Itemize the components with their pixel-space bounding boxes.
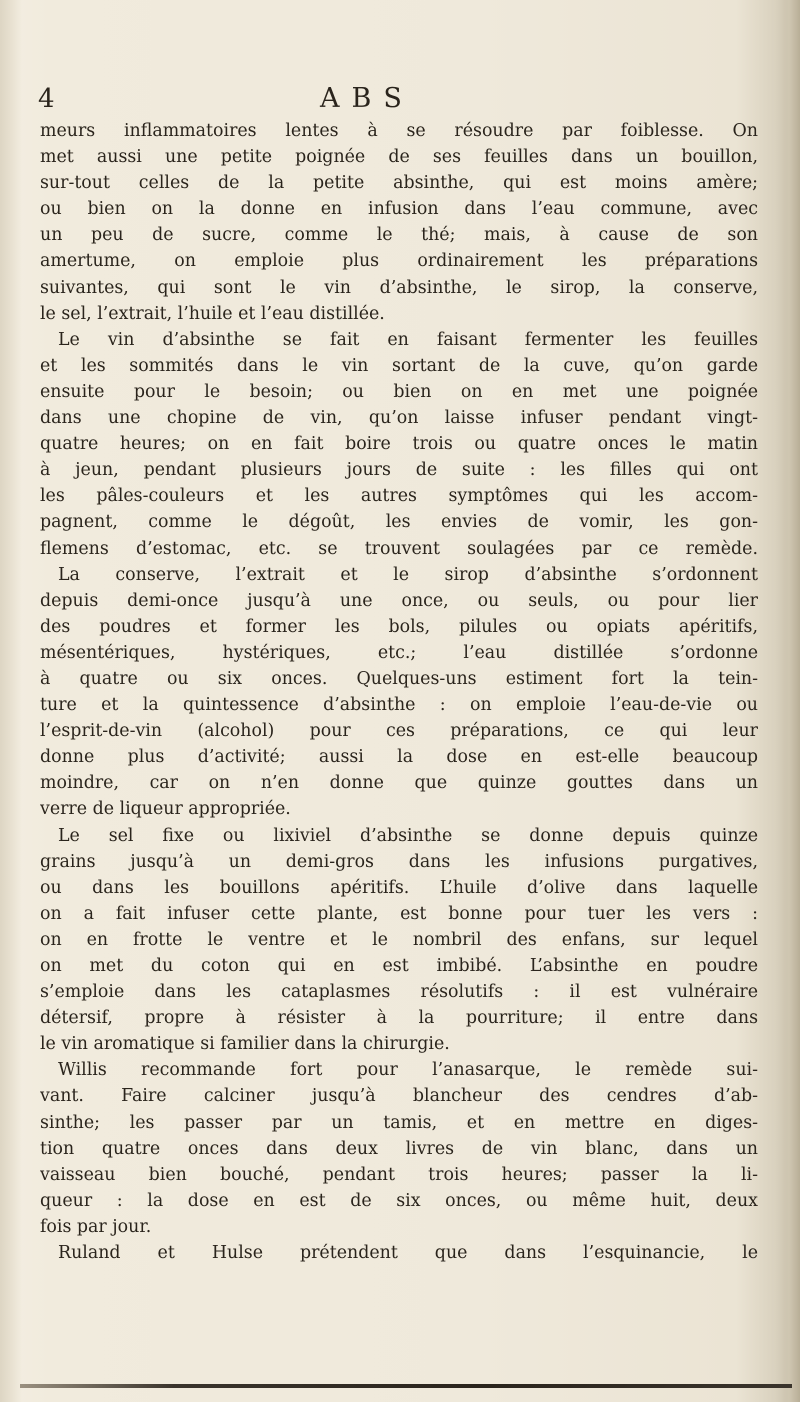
text-line: on en frotte le ventre et le nombril des enfans, sur lequel	[40, 929, 758, 950]
paragraph-first-line: Ruland et Hulse prétendent que dans l’esquinancie, le	[58, 1243, 758, 1264]
text-line: à jeun, pendant plusieurs jours de suite : les filles qui ont	[40, 460, 758, 481]
bottom-edge-rule	[20, 1384, 792, 1388]
text-line: les pâles-couleurs et les autres symptômes qui les accom-	[40, 486, 758, 507]
text-line: on met du coton qui en est imbibé. L’absinthe en poudre	[40, 956, 758, 976]
text-line: suivantes, qui sont le vin d’absinthe, le sirop, la conserve,	[40, 277, 758, 298]
text-line: ture et la quintessence d’absinthe : on emploie l’eau-de-vie ou	[40, 695, 758, 716]
page-edge	[782, 0, 800, 1402]
text-line: grains jusqu’à un demi-gros dans les infusions purgatives,	[40, 851, 758, 872]
text-line: ou dans les bouillons apéritifs. L’huile d’olive dans laquelle	[40, 877, 758, 898]
text-line: à quatre ou six onces. Quelques-uns estiment fort la tein-	[40, 668, 758, 689]
running-head: ABS	[320, 83, 414, 114]
paragraph-first-line: Willis recommande fort pour l’anasarque, le remède sui-	[58, 1060, 758, 1081]
text-line: le vin aromatique si familier dans la chirurgie.	[40, 1034, 450, 1055]
text-line: vaisseau bien bouché, pendant trois heures; passer la li-	[40, 1164, 758, 1185]
text-line: un peu de sucre, comme le thé; mais, à cause de son	[40, 225, 758, 246]
paragraph-first-line: Le vin d’absinthe se fait en faisant fermenter les feuilles	[58, 329, 758, 350]
text-line: meurs inflammatoires lentes à se résoudre par foiblesse. On	[40, 121, 758, 141]
text-line: pagnent, comme le dégoût, les envies de vomir, les gon-	[40, 512, 758, 533]
text-line: on a fait infuser cette plante, est bonne pour tuer les vers :	[40, 903, 758, 924]
text-line: tion quatre onces dans deux livres de vin blanc, dans un	[40, 1138, 758, 1159]
text-line: donne plus d’activité; aussi la dose en est-elle beaucoup	[40, 747, 758, 768]
text-line: amertume, on emploie plus ordinairement les préparations	[40, 251, 758, 272]
text-line: sur-tout celles de la petite absinthe, qui est moins amère;	[40, 173, 758, 194]
text-line: l’esprit-de-vin (alcohol) pour ces préparations, ce qui leur	[40, 721, 758, 742]
page-header	[38, 82, 758, 116]
text-line: et les sommités dans le vin sortant de la cuve, qu’on garde	[40, 355, 758, 376]
page-number: 4	[38, 84, 55, 114]
text-line: quatre heures; on en fait boire trois ou quatre onces le matin	[40, 434, 758, 455]
text-line: des poudres et former les bols, pilules ou opiats apéritifs,	[40, 616, 758, 637]
text-line: le sel, l’extrait, l’huile et l’eau distillée.	[40, 303, 385, 324]
body-text	[40, 118, 758, 1266]
binding-shadow	[0, 0, 22, 1402]
text-line: détersif, propre à résister à la pourriture; il entre dans	[40, 1008, 758, 1029]
text-line: met aussi une petite poignée de ses feuilles dans un bouillon,	[40, 147, 758, 168]
text-line: mésentériques, hystériques, etc.; l’eau distillée s’ordonne	[40, 642, 758, 663]
text-line: ou bien on la donne en infusion dans l’eau commune, avec	[40, 199, 758, 220]
text-line: dans une chopine de vin, qu’on laisse infuser pendant vingt-	[40, 408, 758, 429]
text-line: ensuite pour le besoin; ou bien on en met une poignée	[40, 381, 758, 402]
text-line: sinthe; les passer par un tamis, et en mettre en diges-	[40, 1112, 758, 1133]
text-line: fois par jour.	[40, 1216, 152, 1237]
text-line: s’emploie dans les cataplasmes résolutifs : il est vulnéraire	[40, 982, 758, 1003]
text-line: vant. Faire calciner jusqu’à blancheur des cendres d’ab-	[40, 1086, 758, 1107]
paragraph-first-line: La conserve, l’extrait et le sirop d’absinthe s’ordonnent	[58, 564, 758, 585]
text-line: flemens d’estomac, etc. se trouvent soulagées par ce remède.	[40, 538, 758, 559]
text-line: depuis demi-once jusqu’à une once, ou seuls, ou pour lier	[40, 590, 758, 611]
paragraph-first-line: Le sel fixe ou lixiviel d’absinthe se donne depuis quinze	[58, 825, 758, 846]
text-line: moindre, car on n’en donne que quinze gouttes dans un	[40, 773, 758, 794]
text-line: verre de liqueur appropriée.	[40, 799, 291, 820]
text-line: queur : la dose en est de six onces, ou même huit, deux	[40, 1190, 758, 1211]
